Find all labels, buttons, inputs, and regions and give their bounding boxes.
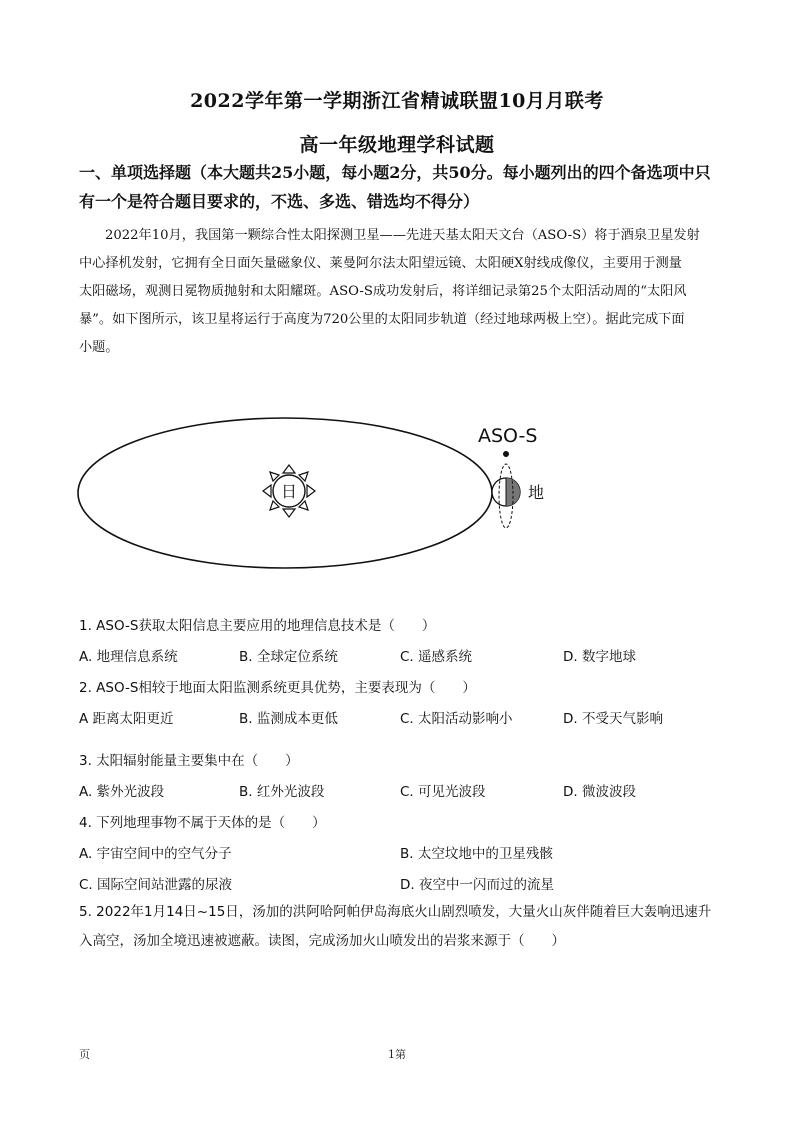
footer-page-label: 页 xyxy=(79,1048,90,1061)
reading-passage xyxy=(79,222,719,362)
question-2-option-b[interactable]: B. 监测成本更低 xyxy=(239,711,338,727)
question-3-stem: 3. 太阳辐射能量主要集中在（ ） xyxy=(79,753,299,769)
satellite-dot xyxy=(503,451,509,457)
question-1-option-c[interactable]: C. 遥感系统 xyxy=(400,649,473,665)
question-5-stem xyxy=(79,898,719,956)
footer-page-number: 1第 xyxy=(388,1048,406,1061)
passage-line: 小题。 xyxy=(79,340,119,355)
question-5-stem-line2: 入高空，汤加全境迅速被遮蔽。读图，完成汤加火山喷发出的岩浆来源于（ ） xyxy=(79,933,565,949)
question-4-stem: 4. 下列地理事物不属于天体的是（ ） xyxy=(79,815,326,831)
earth-icon xyxy=(492,451,520,528)
question-3-option-c[interactable]: C. 可见光波段 xyxy=(400,784,486,800)
question-3-option-b[interactable]: B. 红外光波段 xyxy=(239,784,325,800)
exam-title: 2022学年第一学期浙江省精诚联盟10月月联考 xyxy=(190,90,604,112)
passage-line: 暴”。如下图所示，该卫星将运行于高度为720公里的太阳同步轨道（经过地球两极上空）。据此完成下面 xyxy=(79,312,685,327)
passage-line: 太阳磁场，观测日冕物质抛射和太阳耀斑。ASO-S成功发射后，将详细记录第25个太阳活动周的“太阳风 xyxy=(79,284,687,299)
section-heading-line1: 一、单项选择题（本大题共25小题，每小题2分，共50分。每小题列出的四个备选项中只 xyxy=(79,163,711,182)
question-4-option-d[interactable]: D. 夜空中一闪而过的流星 xyxy=(400,877,554,893)
question-1-option-b[interactable]: B. 全球定位系统 xyxy=(239,649,338,665)
passage-line: 2022年10月，我国第一颗综合性太阳探测卫星——先进天基太阳天文台（ASO-S）将于酒泉卫星发射 xyxy=(105,228,700,243)
question-4-option-c[interactable]: C. 国际空间站泄露的尿液 xyxy=(79,877,233,893)
question-1-stem: 1. ASO-S获取太阳信息主要应用的地理信息技术是（ ） xyxy=(79,618,436,634)
earth-label: 地 xyxy=(528,483,545,502)
question-5-stem-line1: 5. 2022年1月14日~15日，汤加的洪阿哈阿帕伊岛海底火山剧烈喷发，大量火山灰伴随着巨大轰响迅速升 xyxy=(79,904,712,920)
question-3-option-a[interactable]: A. 紫外光波段 xyxy=(79,784,165,800)
satellite-label: ASO-S xyxy=(478,425,538,447)
question-4-option-b[interactable]: B. 太空坟地中的卫星残骸 xyxy=(400,846,553,862)
question-1-option-a[interactable]: A. 地理信息系统 xyxy=(79,649,178,665)
question-4-option-a[interactable]: A. 宇宙空间中的空气分子 xyxy=(79,846,232,862)
question-2-option-c[interactable]: C. 太阳活动影响小 xyxy=(400,711,513,727)
question-2-option-a[interactable]: A 距离太阳更近 xyxy=(79,711,174,727)
question-3-option-d[interactable]: D. 微波波段 xyxy=(563,784,636,800)
question-2-stem: 2. ASO-S相较于地面太阳监测系统更具优势，主要表现为（ ） xyxy=(79,680,476,696)
section-heading xyxy=(79,158,719,216)
passage-line: 中心择机发射，它拥有全日面矢量磁象仪、莱曼阿尔法太阳望远镜、太阳硬X射线成像仪，主要用于测量 xyxy=(79,256,682,271)
question-1-option-d[interactable]: D. 数字地球 xyxy=(563,649,636,665)
sun-earth-orbit-diagram xyxy=(70,405,590,595)
exam-subtitle: 高一年级地理学科试题 xyxy=(299,134,495,156)
question-2-option-d[interactable]: D. 不受天气影响 xyxy=(563,711,663,727)
sun-label: 日 xyxy=(280,482,298,501)
section-heading-line2: 有一个是符合题目要求的，不选、多选、错选均不得分） xyxy=(79,192,480,211)
